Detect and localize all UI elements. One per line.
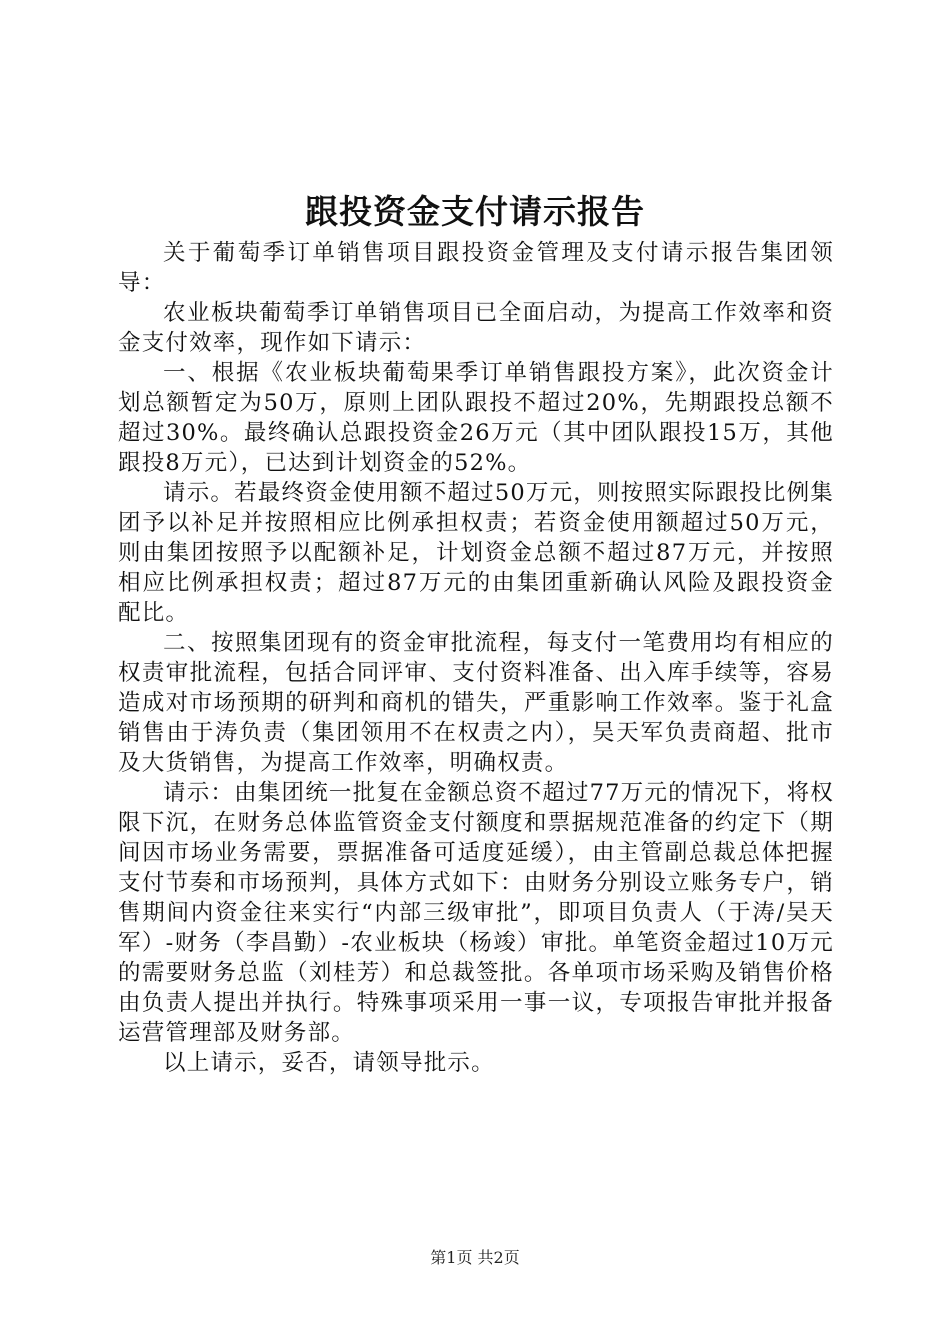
- paragraph-request-two: 请示：由集团统一批复在金额总资不超过77万元的情况下，将权限下沉，在财务总体监管资金支付额度和票据规范准备的约定下（期间因市场业务需要，票据准备可适度延缓），由主管副总裁总体把握支付节奏和市场预判，具体方式如下：由财务分别设立账务专户，销售期间内资金往来实行“内部三级审批”，即项目负责人（于涛/吴天军）-财务（李昌勤）-农业板块（杨竣）审批。单笔资金超过10万元的需要财务总监（刘桂芳）和总裁签批。各单项市场采购及销售价格由负责人提出并执行。特殊事项采用一事一议，专项报告审批并报备运营管理部及财务部。: [118, 780, 834, 1046]
- paragraph-section-one: 一、根据《农业板块葡萄果季订单销售跟投方案》，此次资金计划总额暂定为50万，原则上团队跟投不超过20%，先期跟投总额不超过30%。最终确认总跟投资金26万元（其中团队跟投15万，其他跟投8万元），已达到计划资金的52%。: [118, 360, 834, 476]
- paragraph-intro: 农业板块葡萄季订单销售项目已全面启动，为提高工作效率和资金支付效率，现作如下请示：: [118, 300, 834, 356]
- paragraph-section-two: 二、按照集团现有的资金审批流程，每支付一笔费用均有相应的权责审批流程，包括合同评审、支付资料准备、出入库手续等，容易造成对市场预期的研判和商机的错失，严重影响工作效率。鉴于礼盒销售由于涛负责（集团领用不在权责之内），吴天军负责商超、批市及大货销售，为提高工作效率，明确权责。: [118, 630, 834, 776]
- paragraph-closing: 以上请示，妥否，请领导批示。: [163, 1050, 495, 1076]
- document-title: 跟投资金支付请示报告: [305, 192, 645, 231]
- paragraph-request-one: 请示。若最终资金使用额不超过50万元，则按照实际跟投比例集团予以补足并按照相应比例承担权责；若资金使用额超过50万元，则由集团按照予以配额补足，计划资金总额不超过87万元，并按照相应比例承担权责；超过87万元的由集团重新确认风险及跟投资金配比。: [118, 480, 834, 626]
- page-footer: 第1页 共2页: [430, 1248, 520, 1267]
- document-body: [118, 238, 834, 1078]
- paragraph-salutation: 关于葡萄季订单销售项目跟投资金管理及支付请示报告集团领导：: [118, 240, 834, 296]
